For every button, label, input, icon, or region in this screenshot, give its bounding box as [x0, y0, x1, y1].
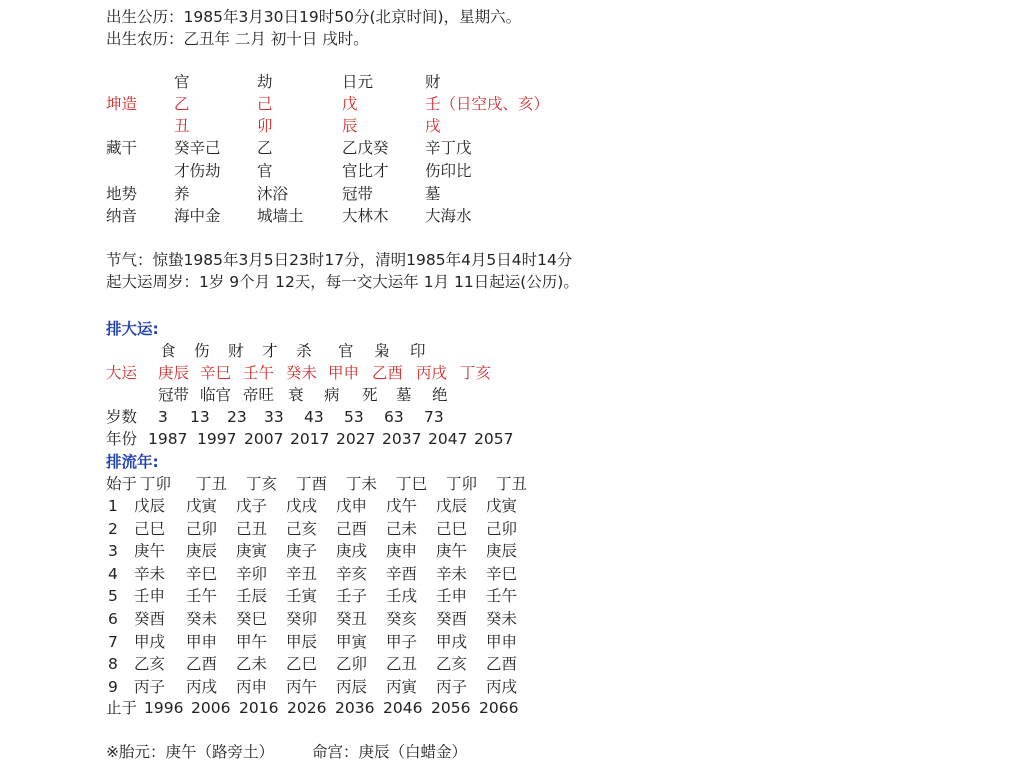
dayun-pillar: 壬午 — [243, 364, 275, 382]
liunian-cell: 庚申 — [386, 542, 418, 561]
liunian-cell: 己卯 — [486, 519, 518, 538]
liunian-start-cell: 丁卯 — [140, 475, 172, 493]
liunian-cell: 庚午 — [134, 542, 166, 561]
birth-lunar-line: 出生农历：乙丑年 二月 初十日 戌时。 — [106, 30, 369, 48]
liunian-end-year: 2006 — [191, 699, 231, 717]
month-stem: 己 — [257, 95, 273, 113]
liunian-start-cell: 丁巳 — [396, 475, 428, 493]
dayun-age: 43 — [304, 408, 324, 426]
terrain-label: 地势 — [106, 185, 138, 203]
liunian-cell: 癸酉 — [134, 610, 166, 628]
liunian-cell: 乙酉 — [486, 655, 518, 674]
nayin-label: 纳音 — [106, 207, 138, 225]
liunian-row-number: 8 — [108, 655, 118, 674]
liunian-cell: 甲申 — [186, 632, 218, 651]
liunian-cell: 壬戌 — [386, 587, 418, 606]
liunian-cell: 戊午 — [386, 497, 418, 515]
dayun-stage: 冠带 — [158, 386, 190, 404]
liunian-cell: 丙午 — [286, 677, 318, 696]
liunian-cell: 癸亥 — [386, 610, 418, 628]
dayun-year: 2027 — [336, 430, 376, 448]
pillars-gender-label: 坤造 — [106, 95, 138, 113]
liunian-cell: 辛未 — [134, 564, 166, 583]
dayun-year: 1997 — [197, 430, 237, 448]
dayun-year: 2037 — [382, 430, 422, 448]
dayun-age: 13 — [190, 408, 210, 426]
hour-hidden: 辛丁戊 — [425, 139, 472, 157]
liunian-row-number: 1 — [108, 497, 118, 515]
liunian-cell: 辛酉 — [386, 564, 418, 583]
dayun-age: 23 — [227, 408, 247, 426]
dayun-stage: 墓 — [396, 386, 412, 404]
day-nayin: 大林木 — [342, 207, 389, 225]
liunian-cell: 戊申 — [336, 497, 368, 515]
liunian-start-cell: 丁酉 — [296, 475, 328, 493]
liunian-cell: 戊辰 — [134, 497, 166, 515]
liunian-start-cell: 丁丑 — [496, 475, 528, 493]
liunian-start-cell: 丁未 — [346, 475, 378, 493]
dayun-year: 2017 — [290, 430, 330, 448]
liunian-cell: 乙卯 — [336, 655, 368, 674]
liunian-cell: 甲戌 — [436, 632, 468, 651]
dayun-age: 53 — [344, 408, 364, 426]
liunian-title: 排流年: — [106, 453, 159, 471]
liunian-cell: 丙子 — [134, 677, 166, 696]
liunian-cell: 庚辰 — [486, 542, 518, 561]
liunian-start-cell: 丁卯 — [446, 475, 478, 493]
dayun-pillar: 庚辰 — [158, 364, 190, 382]
liunian-cell: 丙戌 — [486, 677, 518, 696]
liunian-cell: 壬子 — [336, 587, 368, 606]
liunian-cell: 辛丑 — [286, 564, 318, 583]
dayun-god: 才 — [262, 342, 278, 360]
liunian-cell: 丙寅 — [386, 677, 418, 696]
liunian-cell: 丙申 — [236, 677, 268, 696]
dayun-year: 2057 — [474, 430, 514, 448]
dayun-pillar: 癸未 — [286, 364, 318, 382]
liunian-cell: 戊辰 — [436, 497, 468, 515]
year-label: 年份 — [106, 430, 138, 448]
liunian-cell: 庚子 — [286, 542, 318, 561]
dayun-stage: 帝旺 — [243, 386, 275, 404]
liunian-start-cell: 丁亥 — [246, 475, 278, 493]
liunian-cell: 己亥 — [286, 519, 318, 538]
liunian-cell: 己酉 — [336, 519, 368, 538]
liunian-row-number: 3 — [108, 542, 118, 561]
liunian-row-number: 2 — [108, 519, 118, 538]
year-stem: 乙 — [174, 95, 190, 113]
liunian-end-year: 2046 — [383, 699, 423, 717]
liunian-cell: 甲寅 — [336, 632, 368, 651]
hour-terrain: 墓 — [425, 185, 441, 203]
day-terrain: 冠带 — [342, 185, 374, 203]
liunian-cell: 己巳 — [436, 519, 468, 538]
liunian-cell: 癸丑 — [336, 610, 368, 628]
hidden-stems-label: 藏干 — [106, 139, 138, 157]
dayun-pillar: 甲申 — [328, 364, 360, 382]
day-branch: 辰 — [342, 117, 358, 135]
dayun-age: 33 — [264, 408, 284, 426]
month-nayin: 城墙土 — [257, 207, 304, 225]
liunian-cell: 辛卯 — [236, 564, 268, 583]
dayun-year: 1987 — [148, 430, 188, 448]
hour-stem: 壬（日空戌、亥） — [425, 95, 550, 113]
liunian-cell: 甲午 — [236, 632, 268, 651]
liunian-cell: 辛未 — [436, 564, 468, 583]
dayun-god: 杀 — [296, 342, 312, 360]
liunian-cell: 戊子 — [236, 497, 268, 515]
liunian-cell: 癸酉 — [436, 610, 468, 628]
liunian-row-number: 5 — [108, 587, 118, 606]
dayun-stage: 临官 — [200, 386, 232, 404]
liunian-cell: 乙酉 — [186, 655, 218, 674]
liunian-row-number: 4 — [108, 564, 118, 583]
dayun-age: 3 — [158, 408, 168, 426]
liunian-cell: 壬寅 — [286, 587, 318, 606]
liunian-cell: 甲辰 — [286, 632, 318, 651]
liunian-cell: 乙未 — [236, 655, 268, 674]
liunian-cell: 丙戌 — [186, 677, 218, 696]
pillar-header-hour: 财 — [425, 73, 441, 91]
day-hidden: 乙戊癸 — [342, 139, 389, 157]
pillar-header-day: 日元 — [342, 73, 374, 91]
liunian-cell: 乙亥 — [134, 655, 166, 674]
liunian-cell: 甲戌 — [134, 632, 166, 651]
liunian-end-year: 2036 — [335, 699, 375, 717]
dayun-god: 食 — [160, 342, 176, 360]
year-hidden: 癸辛己 — [174, 139, 221, 157]
month-terrain: 沐浴 — [257, 185, 289, 203]
dayun-year: 2047 — [428, 430, 468, 448]
liunian-row-number: 9 — [108, 677, 118, 696]
month-hidden-gods: 官 — [257, 162, 273, 180]
taiyuan-line: ※胎元：庚午（路旁土） — [106, 743, 274, 761]
dayun-god: 财 — [228, 342, 244, 360]
liunian-cell: 乙丑 — [386, 655, 418, 674]
liunian-cell: 壬午 — [486, 587, 518, 606]
liunian-cell: 己巳 — [134, 519, 166, 538]
liunian-start-cell: 丁丑 — [196, 475, 228, 493]
liunian-cell: 壬申 — [134, 587, 166, 606]
liunian-cell: 乙亥 — [436, 655, 468, 674]
liunian-cell: 甲子 — [386, 632, 418, 651]
liunian-cell: 戊寅 — [486, 497, 518, 515]
liunian-cell: 戊戌 — [286, 497, 318, 515]
liunian-end-year: 2066 — [479, 699, 519, 717]
dayun-pillar: 辛巳 — [200, 364, 232, 382]
hour-hidden-gods: 伤印比 — [425, 162, 472, 180]
pillar-header-year: 官 — [174, 73, 190, 91]
liunian-cell: 庚戌 — [336, 542, 368, 561]
luck-start-line: 起大运周岁：1岁 9个月 12天，每一交大运年 1月 11日起运(公历)。 — [106, 273, 579, 291]
day-hidden-gods: 官比才 — [342, 162, 389, 180]
year-branch: 丑 — [174, 117, 190, 135]
day-stem: 戊 — [342, 95, 358, 113]
dayun-god: 枭 — [374, 342, 390, 360]
dayun-god: 印 — [410, 342, 426, 360]
dayun-stage: 绝 — [432, 386, 448, 404]
liunian-cell: 辛巳 — [486, 564, 518, 583]
dayun-stage: 衰 — [288, 386, 304, 404]
pillar-header-month: 劫 — [257, 73, 273, 91]
liunian-cell: 癸未 — [486, 610, 518, 628]
hour-nayin: 大海水 — [425, 207, 472, 225]
liunian-cell: 庚午 — [436, 542, 468, 561]
liunian-cell: 辛亥 — [336, 564, 368, 583]
liunian-cell: 庚寅 — [236, 542, 268, 561]
liunian-cell: 己未 — [386, 519, 418, 538]
year-terrain: 养 — [174, 185, 190, 203]
liunian-cell: 丙子 — [436, 677, 468, 696]
dayun-pillar: 乙酉 — [372, 364, 404, 382]
dayun-stage: 死 — [362, 386, 378, 404]
liunian-end-year: 2056 — [431, 699, 471, 717]
month-hidden: 乙 — [257, 139, 273, 157]
liunian-cell: 癸巳 — [236, 610, 268, 628]
liunian-row-number: 7 — [108, 632, 118, 651]
liunian-cell: 壬申 — [436, 587, 468, 606]
dayun-age: 73 — [424, 408, 444, 426]
liunian-row-number: 6 — [108, 610, 118, 628]
liunian-end-year: 2026 — [287, 699, 327, 717]
dayun-pillar: 丁亥 — [460, 364, 492, 382]
liunian-cell: 庚辰 — [186, 542, 218, 561]
liunian-cell: 癸卯 — [286, 610, 318, 628]
dayun-age: 63 — [384, 408, 404, 426]
dayun-title: 排大运: — [106, 320, 159, 338]
liunian-cell: 壬午 — [186, 587, 218, 606]
dayun-label: 大运 — [106, 364, 138, 382]
liunian-end-year: 2016 — [239, 699, 279, 717]
year-nayin: 海中金 — [174, 207, 221, 225]
birth-solar-line: 出生公历：1985年3月30日19时50分(北京时间)，星期六。 — [106, 8, 522, 26]
liunian-cell: 甲申 — [486, 632, 518, 651]
end-label: 止于 — [106, 699, 138, 717]
year-hidden-gods: 才伤劫 — [174, 162, 221, 180]
hour-branch: 戌 — [425, 117, 441, 135]
dayun-god: 伤 — [194, 342, 210, 360]
dayun-pillar: 丙戌 — [416, 364, 448, 382]
month-branch: 卯 — [257, 117, 273, 135]
solar-terms-line: 节气：惊蛰1985年3月5日23时17分，清明1985年4月5日4时14分 — [106, 251, 573, 269]
liunian-cell: 己卯 — [186, 519, 218, 538]
liunian-cell: 辛巳 — [186, 564, 218, 583]
liunian-cell: 乙巳 — [286, 655, 318, 674]
dayun-year: 2007 — [244, 430, 284, 448]
liunian-cell: 癸未 — [186, 610, 218, 628]
liunian-cell: 丙辰 — [336, 677, 368, 696]
liunian-cell: 壬辰 — [236, 587, 268, 606]
liunian-cell: 己丑 — [236, 519, 268, 538]
liunian-end-year: 1996 — [144, 699, 184, 717]
age-label: 岁数 — [106, 408, 138, 426]
dayun-god: 官 — [338, 342, 354, 360]
start-label: 始于 — [106, 475, 138, 493]
liunian-cell: 戊寅 — [186, 497, 218, 515]
dayun-stage: 病 — [324, 386, 340, 404]
minggong-line: 命宫：庚辰（白蜡金） — [312, 743, 468, 761]
